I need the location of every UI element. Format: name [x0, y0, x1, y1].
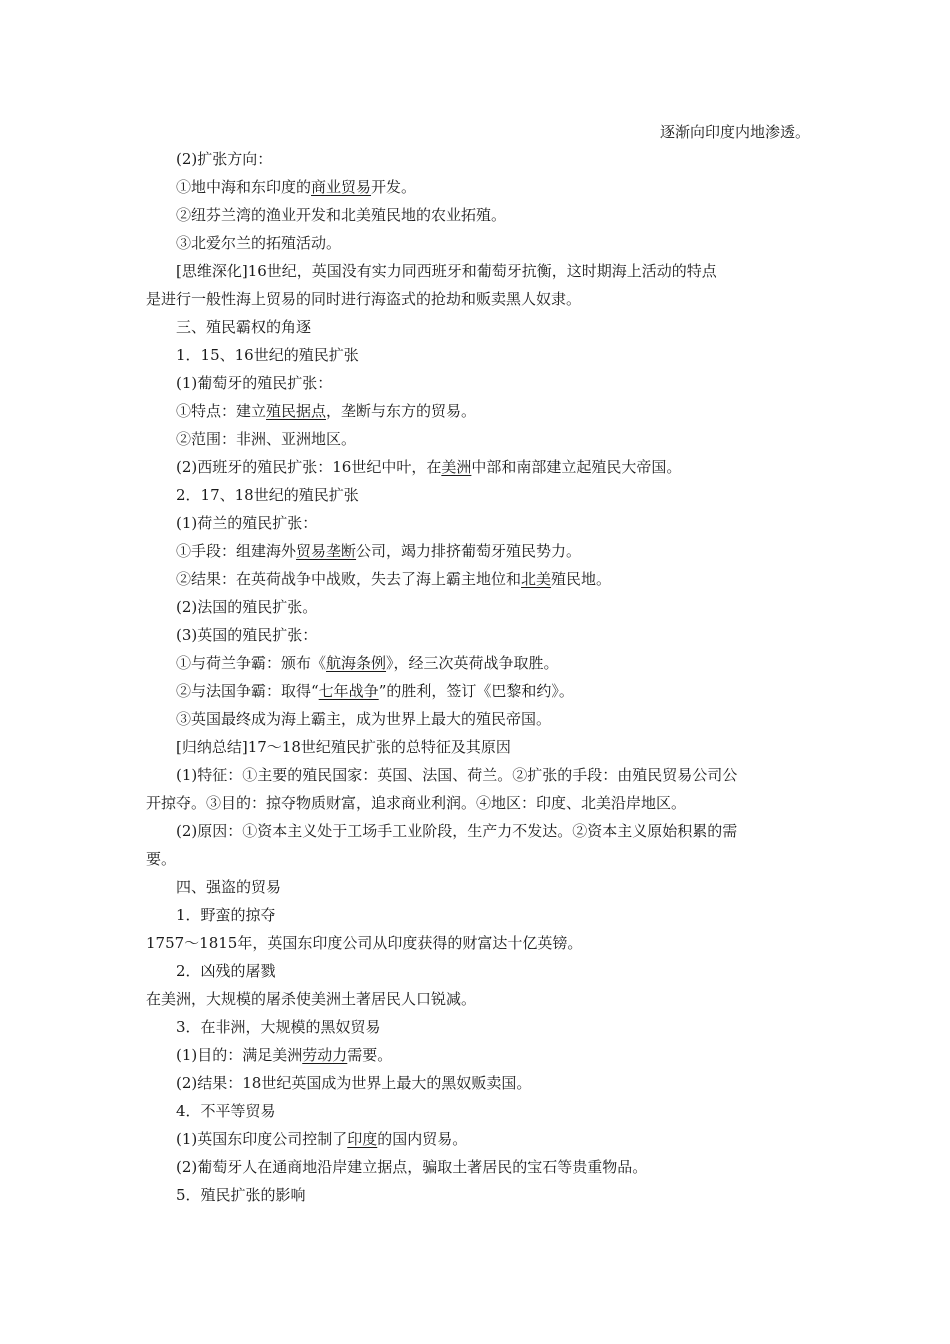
text-line: 5．殖民扩张的影响 [176, 1186, 306, 1204]
text-line: (1)目的：满足美洲劳动力需要。 [176, 1046, 393, 1064]
text-line: ③北爱尔兰的拓殖活动。 [176, 234, 342, 252]
text-line: 1．15、16世纪的殖民扩张 [176, 346, 359, 364]
text-line: (2)西班牙的殖民扩张：16世纪中叶，在美洲中部和南部建立起殖民大帝国。 [176, 458, 682, 476]
text-line: 2．17、18世纪的殖民扩张 [176, 486, 359, 504]
text-line: (1)特征：①主要的殖民国家：英国、法国、荷兰。②扩张的手段：由殖民贸易公司公 [176, 766, 738, 784]
text-line: 1757～1815年，英国东印度公司从印度获得的财富达十亿英镑。 [146, 934, 583, 952]
text-line: ①地中海和东印度的商业贸易开发。 [176, 178, 417, 196]
text-line: ①特点：建立殖民据点，垄断与东方的贸易。 [176, 402, 477, 420]
text-line: [思维深化]16世纪，英国没有实力同西班牙和葡萄牙抗衡，这时期海上活动的特点 [176, 262, 717, 280]
text-line: ②结果：在英荷战争中战败，失去了海上霸主地位和北美殖民地。 [176, 570, 612, 588]
text-line: ②范围：非洲、亚洲地区。 [176, 430, 357, 448]
text-line: 1．野蛮的掠夺 [176, 906, 276, 924]
text-line: ②纽芬兰湾的渔业开发和北美殖民地的农业拓殖。 [176, 206, 507, 224]
text-line: (1)荷兰的殖民扩张： [176, 514, 318, 532]
text-line: 4．不平等贸易 [176, 1102, 276, 1120]
text-line: ②与法国争霸：取得“七年战争”的胜利，签订《巴黎和约》。 [176, 682, 574, 700]
text-line: ①手段：组建海外贸易垄断公司，竭力排挤葡萄牙殖民势力。 [176, 542, 582, 560]
underlined-answer: 印度 [347, 1130, 378, 1148]
text-line: (2)扩张方向： [176, 150, 273, 168]
text-line: 在美洲，大规模的屠杀使美洲土著居民人口锐减。 [146, 990, 477, 1008]
underlined-answer: 航海条例 [326, 654, 387, 672]
text-line: (1)葡萄牙的殖民扩张： [176, 374, 333, 392]
text-line: 2．凶残的屠戮 [176, 962, 276, 980]
text-line: (3)英国的殖民扩张： [176, 626, 318, 644]
text-line: 逐渐向印度内地渗透。 [659, 123, 810, 141]
underlined-answer: 贸易垄断 [296, 542, 357, 560]
underlined-answer: 殖民据点 [266, 402, 327, 420]
underlined-answer: 北美 [521, 570, 552, 588]
text-line: 3．在非洲，大规模的黑奴贸易 [176, 1018, 381, 1036]
underlined-answer: 劳动力 [302, 1046, 348, 1064]
text-line: (1)英国东印度公司控制了印度的国内贸易。 [176, 1130, 468, 1148]
text-line: (2)法国的殖民扩张。 [176, 598, 318, 616]
underlined-answer: 七年战争 [318, 682, 379, 700]
text-line: 开掠夺。③目的：掠夺物质财富，追求商业利润。④地区：印度、北美沿岸地区。 [146, 794, 687, 812]
text-line: ①与荷兰争霸：颁布《航海条例》，经三次英荷战争取胜。 [176, 654, 559, 672]
text-line: [归纳总结]17～18世纪殖民扩张的总特征及其原因 [176, 738, 511, 756]
text-line: 要。 [146, 850, 177, 868]
text-line: (2)结果：18世纪英国成为世界上最大的黑奴贩卖国。 [176, 1074, 532, 1092]
section-heading: 四、强盗的贸易 [176, 878, 282, 896]
underlined-answer: 美洲 [441, 458, 472, 476]
section-heading: 三、殖民霸权的角逐 [176, 318, 312, 336]
underlined-answer: 商业贸易 [311, 178, 372, 196]
text-line: 是进行一般性海上贸易的同时进行海盗式的抢劫和贩卖黑人奴隶。 [146, 290, 582, 308]
text-line: (2)葡萄牙人在通商地沿岸建立据点，骗取土著居民的宝石等贵重物品。 [176, 1158, 648, 1176]
text-line: (2)原因：①资本主义处于工场手工业阶段，生产力不发达。②资本主义原始积累的需 [176, 822, 738, 840]
text-line: ③英国最终成为海上霸主，成为世界上最大的殖民帝国。 [176, 710, 552, 728]
